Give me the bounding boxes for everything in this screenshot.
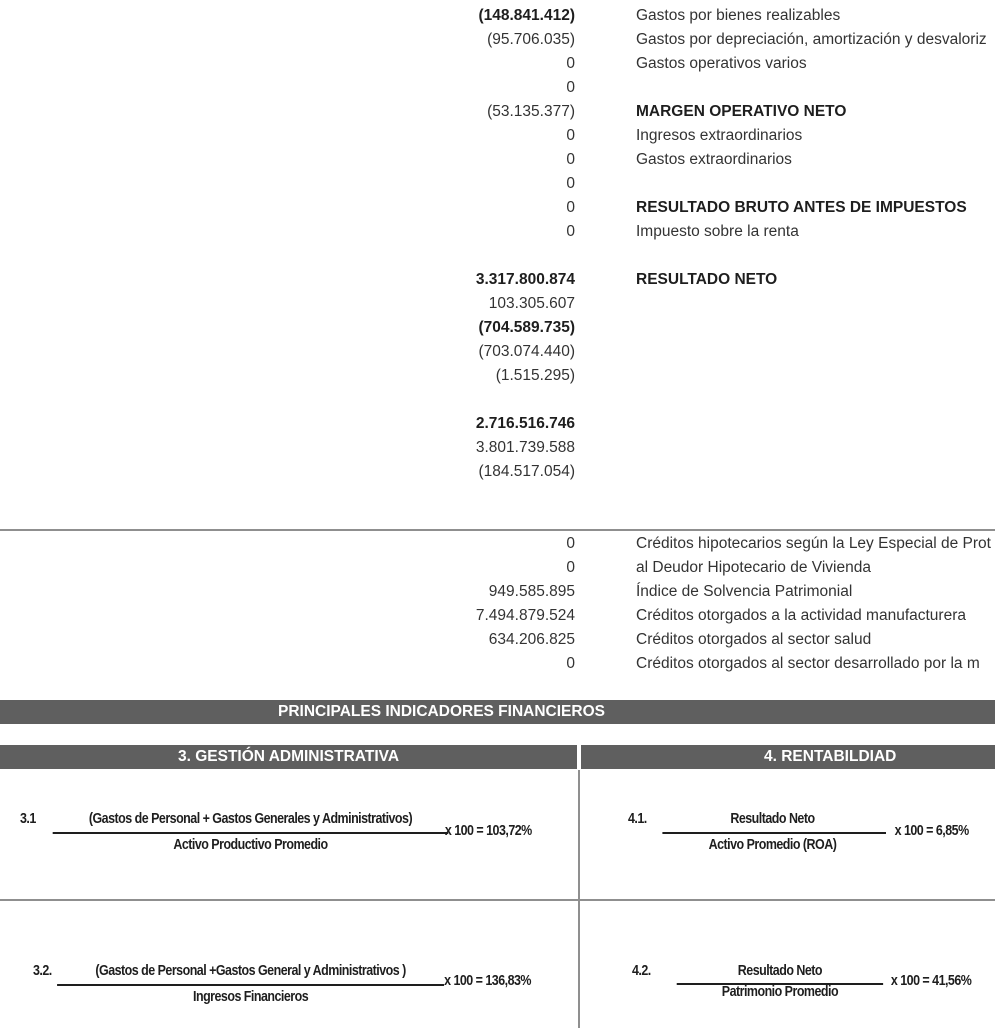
row-value: 0 [566,535,575,552]
row-label: Créditos otorgados al sector salud [636,631,872,648]
row-value: (95.706.035) [487,31,575,48]
fraction-bar [662,832,886,834]
row-value: 103.305.607 [488,295,575,312]
row-value: 3.801.739.588 [475,439,575,456]
statement-row [0,652,995,676]
row-value: 949.585.895 [488,583,575,600]
formula-numerator: (Gastos de Personal + Gastos Generales y Administrativos) [88,811,413,827]
row-label: Créditos otorgados a la actividad manufacturera [636,607,966,624]
section-header-rentabilidad-label: 4. RENTABILDIAD [764,748,897,765]
statement-row [0,628,995,652]
formula-numerator: (Gastos de Personal +Gastos General y Administrativos ) [95,963,406,979]
row-label: Gastos operativos varios [636,55,807,72]
formula-numerator: Resultado Neto [737,963,823,979]
formula-result: x 100 = 103,72% [444,823,532,839]
indicators-row-divider [0,899,995,901]
statement-row [0,124,995,148]
statement-row [0,52,995,76]
row-label: MARGEN OPERATIVO NETO [636,103,847,120]
statement-row [0,4,995,28]
row-value: 0 [566,559,575,576]
row-label: Créditos hipotecarios según la Ley Especial de Prot [636,535,991,552]
row-label: RESULTADO NETO [636,271,778,288]
row-value: 0 [566,127,575,144]
formula-number: 3.1 [20,811,36,827]
row-value: (184.517.054) [478,463,575,480]
row-value: 7.494.879.524 [475,607,575,624]
statement-row [0,556,995,580]
statement-row [0,580,995,604]
section-header-rentabilidad [581,745,995,769]
row-value: 0 [566,151,575,168]
indicators-title: PRINCIPALES INDICADORES FINANCIEROS [278,703,605,720]
statement-row [0,172,995,196]
formula-numerator: Resultado Neto [730,811,815,827]
formula-denominator: Activo Productivo Promedio [173,837,328,853]
row-label: Índice de Solvencia Patrimonial [636,583,853,600]
statement-row [0,100,995,124]
row-label: Gastos extraordinarios [636,151,792,168]
statement-row [0,532,995,556]
row-value: 0 [566,199,575,216]
formula-number: 3.2. [33,963,52,979]
row-label: Gastos por depreciación, amortización y desvaloriz [636,31,987,48]
formula-3-1 [20,810,553,860]
row-value: 0 [566,223,575,240]
row-label: Impuesto sobre la renta [636,223,799,240]
row-value: (53.135.377) [487,103,575,120]
section-header-gestion: 3. GESTIÓN ADMINISTRATIVA [0,745,577,769]
row-value: 0 [566,655,575,672]
row-value: 0 [566,175,575,192]
fraction-bar [53,832,449,834]
row-label: Gastos por bienes realizables [636,7,841,24]
formula-4-1 [628,810,972,860]
formula-number: 4.1. [628,811,647,827]
formula-denominator: Activo Promedio (ROA) [708,837,837,853]
row-value: (704.589.735) [478,319,575,336]
row-label: Ingresos extraordinarios [636,127,803,144]
statement-row [0,364,995,388]
fraction-bar [57,984,444,986]
formula-denominator: Ingresos Financieros [193,989,309,1005]
section-divider [0,529,995,531]
statement-row [0,292,995,316]
row-label: RESULTADO BRUTO ANTES DE IMPUESTOS [636,199,967,216]
statement-row [0,460,995,484]
row-value: (1.515.295) [495,367,575,384]
formula-number: 4.2. [632,963,651,979]
row-value: 2.716.516.746 [475,415,575,432]
row-value: 634.206.825 [488,631,575,648]
row-value: (703.074.440) [478,343,575,360]
formula-result: x 100 = 6,85% [894,823,969,839]
statement-row [0,436,995,460]
statement-row [0,604,995,628]
row-value: 0 [566,55,575,72]
statement-row [0,28,995,52]
formula-3-2 [33,962,566,1012]
formula-denominator: Patrimonio Promedio [721,984,839,1000]
formula-result: x 100 = 41,56% [890,973,972,989]
statement-row [0,196,995,220]
statement-row [0,268,995,292]
statement-row [0,340,995,364]
statement-row [0,148,995,172]
indicators-banner [0,700,995,724]
row-value: 3.317.800.874 [475,271,575,288]
row-label: Créditos otorgados al sector desarrollado por la m [636,655,980,672]
formula-4-2 [632,962,976,1012]
row-value: (148.841.412) [478,7,575,24]
statement-row [0,76,995,100]
formula-result: x 100 = 136,83% [444,973,531,989]
statement-row [0,316,995,340]
row-label: al Deudor Hipotecario de Vivienda [636,559,871,576]
statement-row [0,220,995,244]
statement-row [0,412,995,436]
row-value: 0 [566,79,575,96]
